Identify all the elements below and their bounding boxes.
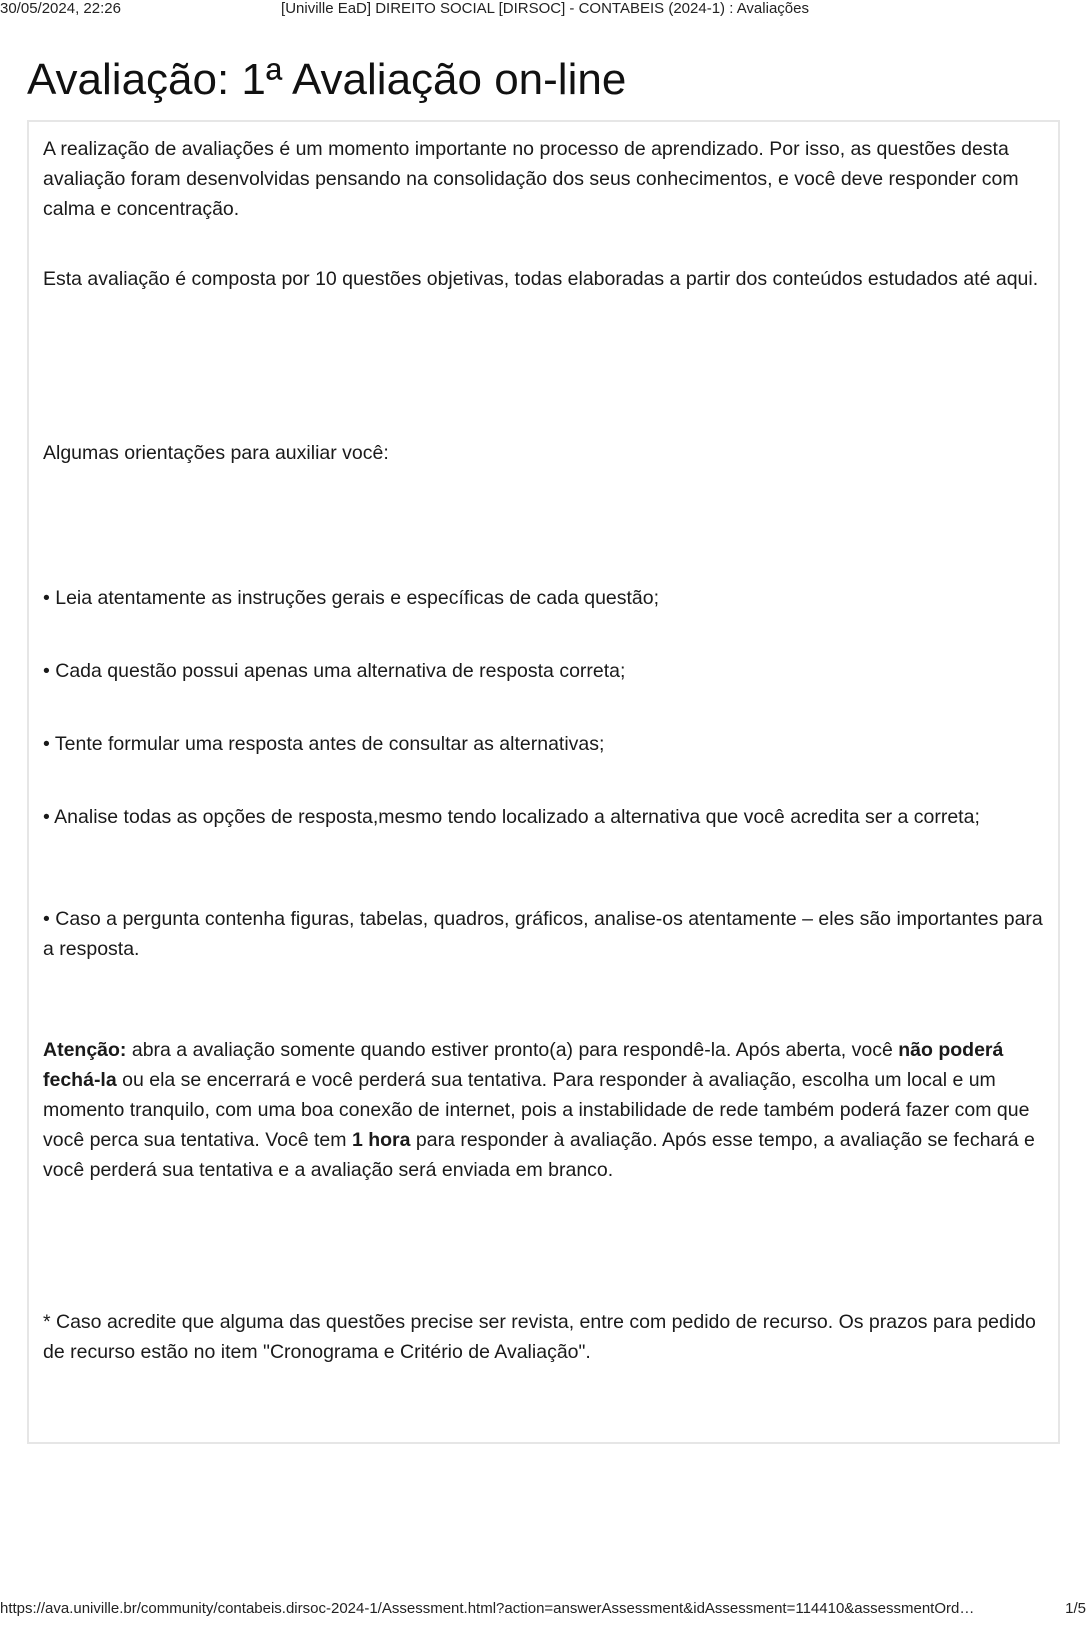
guidance-bullet: • Caso a pergunta contenha figuras, tabelas, quadros, gráficos, analise-os atentamente – eles são importantes para a resposta. bbox=[43, 908, 1043, 960]
attention-text: ou ela se encerrará e você perderá sua tentativa. Para responder à avaliação, escolha um local e um momento tranquilo, com uma boa conexão de internet, pois a instabilidade de rede também poderá fazer com que você perca sua tentativa. Você tem bbox=[43, 1069, 1030, 1151]
attention-emphasis-close: não poderá fechá-la bbox=[43, 1039, 1004, 1091]
assessment-instructions-panel bbox=[27, 120, 1060, 1444]
print-footer bbox=[0, 1600, 1090, 1624]
attention-text: para responder à avaliação. Após esse tempo, a avaliação se fechará e você perderá sua tentativa e a avaliação será enviada em branco. bbox=[43, 1129, 1035, 1181]
attention-text: abra a avaliação somente quando estiver pronto(a) para respondê-la. Após aberta, você bbox=[126, 1039, 899, 1061]
print-date: 30/05/2024, 22:26 bbox=[0, 0, 121, 17]
guidance-bullet: • Leia atentamente as instruções gerais e específicas de cada questão; bbox=[43, 587, 660, 609]
attention-paragraph bbox=[43, 1035, 1043, 1185]
print-page-number: 1/5 bbox=[1065, 1600, 1086, 1617]
print-header bbox=[0, 0, 1090, 22]
print-document-title: [Univille EaD] DIREITO SOCIAL [DIRSOC] - CONTABEIS (2024-1) : Avaliações bbox=[281, 0, 809, 17]
intro-paragraph: A realização de avaliações é um momento importante no processo de aprendizado. Por isso, as questões desta avaliação foram desenvolvidas pensando na consolidação dos seus conhecimentos, e você deve responder com calma e concentração. bbox=[43, 138, 1019, 220]
guidance-heading: Algumas orientações para auxiliar você: bbox=[43, 442, 389, 464]
page-title: Avaliação: 1ª Avaliação on-line bbox=[27, 55, 627, 104]
composition-paragraph: Esta avaliação é composta por 10 questões objetivas, todas elaboradas a partir dos conteúdos estudados até aqui. bbox=[43, 268, 1039, 290]
attention-label: Atenção: bbox=[43, 1039, 127, 1061]
guidance-bullet: • Tente formular uma resposta antes de consultar as alternativas; bbox=[43, 733, 605, 755]
guidance-bullet: • Analise todas as opções de resposta,mesmo tendo localizado a alternativa que você acredita ser a correta; bbox=[43, 806, 980, 828]
print-url: https://ava.univille.br/community/contabeis.dirsoc-2024-1/Assessment.html?action=answerAssessment&idAssessment=114410&assessmentOrd… bbox=[0, 1600, 975, 1617]
guidance-bullet: • Cada questão possui apenas uma alternativa de resposta correta; bbox=[43, 660, 626, 682]
attention-emphasis-time: 1 hora bbox=[351, 1129, 411, 1151]
appeal-note: * Caso acredite que alguma das questões precise ser revista, entre com pedido de recurso. Os prazos para pedido de recurso estão no item "Cronograma e Critério de Avaliação". bbox=[43, 1311, 1036, 1363]
